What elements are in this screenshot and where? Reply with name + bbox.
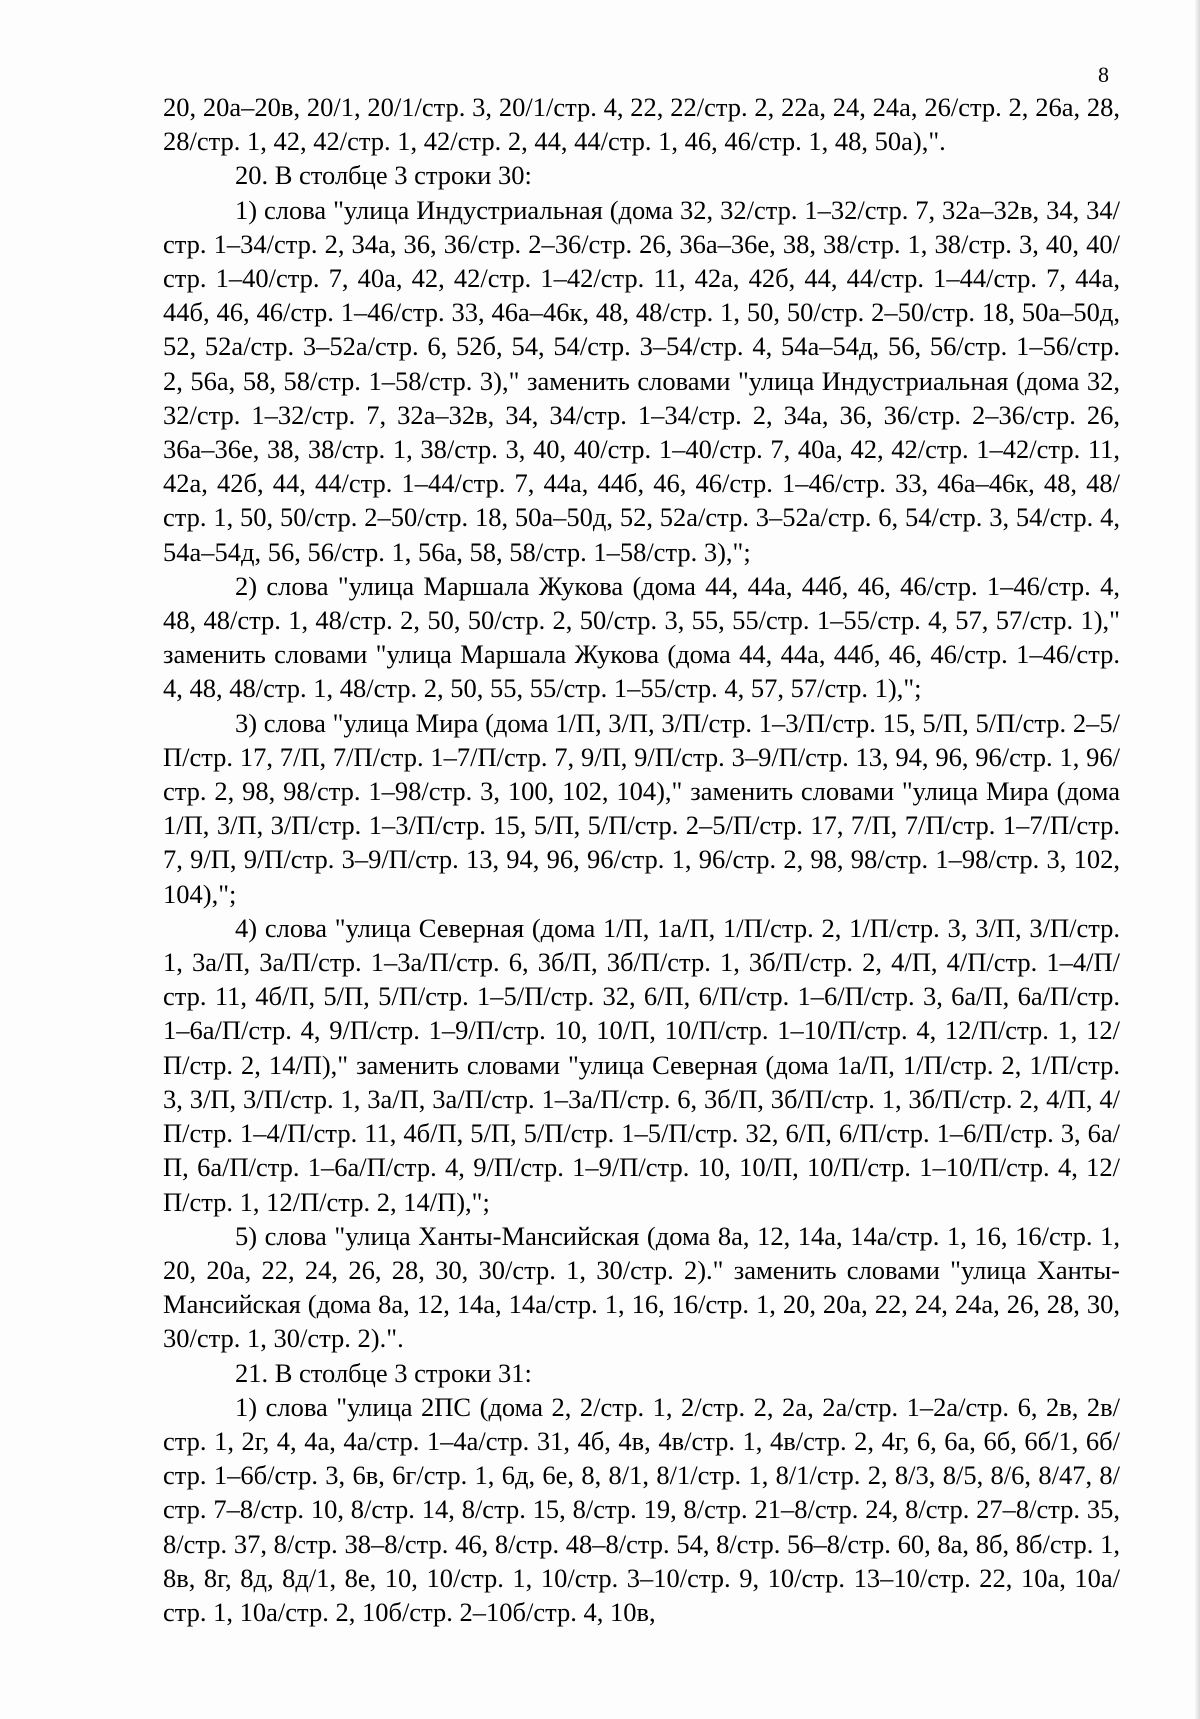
item-21-1: 1) слова "улица 2ПС (дома 2, 2/стр. 1, 2/стр. 2, 2а, 2а/стр. 1–2а/стр. 6, 2в, 2в/стр. 1, 2г, 4, 4а, 4а/стр. 1–4а/стр. 31, 4б, 4в, 4в/стр. 1, 4в/стр. 2, 4г, 6, 6а, 6б, 6б/1, 6б/стр. 1–6б/стр. 3, 6в, 6г/стр. 1, 6д, 6е, 8, 8/1, 8/1/стр. 1, 8/1/стр. 2, 8/3, 8/5, 8/6, 8/47, 8/стр. 7–8/стр. 10, 8/стр. 14, 8/стр. 15, 8/стр. 19, 8/стр. 21–8/стр. 24, 8/стр. 27–8/стр. 35, 8/стр. 37, 8/стр. 38–8/стр. 46, 8/стр. 48–8/стр. 54, 8/стр. 56–8/стр. 60, 8а, 8б, 8б/стр. 1, 8в, 8г, 8д, 8д/1, 8е, 10, 10/стр. 1, 10/стр. 3–10/стр. 9, 10/стр. 13–10/стр. 22, 10а, 10а/стр. 1, 10а/стр. 2, 10б/стр. 2–10б/стр. 4, 10в, <box>163 1391 1120 1627</box>
item-20-4: 4) слова "улица Северная (дома 1/П, 1а/П, 1/П/стр. 2, 1/П/стр. 3, 3/П, 3/П/стр. 1, 3а/П, 3а/П/стр. 1–3а/П/стр. 6, 3б/П, 3б/П/стр. 1, 3б/П/стр. 2, 4/П, 4/П/стр. 1–4/П/стр. 11, 4б/П, 5/П, 5/П/стр. 1–5/П/стр. 32, 6/П, 6/П/стр. 1–6/П/стр. 3, 6а/П, 6а/П/стр. 1–6а/П/стр. 4, 9/П/стр. 1–9/П/стр. 10, 10/П, 10/П/стр. 1–10/П/стр. 4, 12/П/стр. 1, 12/П/стр. 2, 14/П)," заменить словами "улица Северная (дома 1а/П, 1/П/стр. 2, 1/П/стр. 3, 3/П, 3/П/стр. 1, 3а/П, 3а/П/стр. 1–3а/П/стр. 6, 3б/П, 3б/П/стр. 1, 3б/П/стр. 2, 4/П, 4/П/стр. 1–4/П/стр. 11, 4б/П, 5/П, 5/П/стр. 1–5/П/стр. 32, 6/П, 6/П/стр. 1–6/П/стр. 3, 6а/П, 6а/П/стр. 1–6а/П/стр. 4, 9/П/стр. 1–9/П/стр. 10, 10/П, 10/П/стр. 1–10/П/стр. 4, 12/П/стр. 1, 12/П/стр. 2, 14/П),"; <box>163 912 1120 1217</box>
scan-edge-shadow <box>1194 0 1200 1719</box>
paragraph-continuation: 20, 20а–20в, 20/1, 20/1/стр. 3, 20/1/стр. 4, 22, 22/стр. 2, 22а, 24, 24а, 26/стр. 2, 26а, 28, 28/стр. 1, 42, 42/стр. 1, 42/стр. 2, 44, 44/стр. 1, 46, 46/стр. 1, 48, 50а),". <box>163 92 1120 157</box>
section-heading-20: 20. В столбце 3 строки 30: <box>235 160 532 191</box>
item-20-5: 5) слова "улица Ханты-Мансийская (дома 8а, 12, 14а, 14а/стр. 1, 16, 16/стр. 1, 20, 20а, 22, 24, 26, 28, 30, 30/стр. 1, 30/стр. 2)." заменить словами "улица Ханты-Мансийская (дома 8а, 12, 14а, 14а/стр. 1, 16, 16/стр. 1, 20, 20а, 22, 24, 24а, 26, 28, 30, 30/стр. 1, 30/стр. 2).". <box>163 1220 1120 1354</box>
item-20-1: 1) слова "улица Индустриальная (дома 32, 32/стр. 1–32/стр. 7, 32а–32в, 34, 34/стр. 1–34/стр. 2, 34а, 36, 36/стр. 2–36/стр. 26, 36а–36е, 38, 38/стр. 1, 38/стр. 3, 40, 40/стр. 1–40/стр. 7, 40а, 42, 42/стр. 1–42/стр. 11, 42а, 42б, 44, 44/стр. 1–44/стр. 7, 44а, 44б, 46, 46/стр. 1–46/стр. 33, 46а–46к, 48, 48/стр. 1, 50, 50/стр. 2–50/стр. 18, 50а–50д, 52, 52а/стр. 3–52а/стр. 6, 52б, 54, 54/стр. 3–54/стр. 4, 54а–54д, 56, 56/стр. 1–56/стр. 2, 56а, 58, 58/стр. 1–58/стр. 3)," заменить словами "улица Индустриальная (дома 32, 32/стр. 1–32/стр. 7, 32а–32в, 34, 34/стр. 1–34/стр. 2, 34а, 36, 36/стр. 2–36/стр. 26, 36а–36е, 38, 38/стр. 1, 38/стр. 3, 40, 40/стр. 1–40/стр. 7, 40а, 42, 42/стр. 1–42/стр. 11, 42а, 42б, 44, 44/стр. 1–44/стр. 7, 44а, 44б, 46, 46/стр. 1–46/стр. 33, 46а–46к, 48, 48/стр. 1, 50, 50/стр. 2–50/стр. 18, 50а–50д, 52, 52а/стр. 3–52а/стр. 6, 54/стр. 3, 54/стр. 4, 54а–54д, 56, 56/стр. 1, 56а, 58, 58/стр. 1–58/стр. 3),"; <box>163 194 1120 567</box>
page-number: 8 <box>1098 62 1109 87</box>
document-body <box>163 90 1120 1629</box>
section-heading-21: 21. В столбце 3 строки 31: <box>235 1357 532 1388</box>
item-20-3: 3) слова "улица Мира (дома 1/П, 3/П, 3/П/стр. 1–3/П/стр. 15, 5/П, 5/П/стр. 2–5/П/стр. 17, 7/П, 7/П/стр. 1–7/П/стр. 7, 9/П, 9/П/стр. 3–9/П/стр. 13, 94, 96, 96/стр. 1, 96/стр. 2, 98, 98/стр. 1–98/стр. 3, 100, 102, 104)," заменить словами "улица Мира (дома 1/П, 3/П, 3/П/стр. 1–3/П/стр. 15, 5/П, 5/П/стр. 2–5/П/стр. 17, 7/П, 7/П/стр. 1–7/П/стр. 7, 9/П, 9/П/стр. 3–9/П/стр. 13, 94, 96, 96/стр. 1, 96/стр. 2, 98, 98/стр. 1–98/стр. 3, 102, 104),"; <box>163 707 1120 909</box>
item-20-2: 2) слова "улица Маршала Жукова (дома 44, 44а, 44б, 46, 46/стр. 1–46/стр. 4, 48, 48/стр. 1, 48/стр. 2, 50, 50/стр. 2, 50/стр. 3, 55, 55/стр. 1–55/стр. 4, 57, 57/стр. 1)," заменить словами "улица Маршала Жукова (дома 44, 44а, 44б, 46, 46/стр. 1–46/стр. 4, 48, 48/стр. 1, 48/стр. 2, 50, 55, 55/стр. 1–55/стр. 4, 57, 57/стр. 1),"; <box>163 570 1120 704</box>
